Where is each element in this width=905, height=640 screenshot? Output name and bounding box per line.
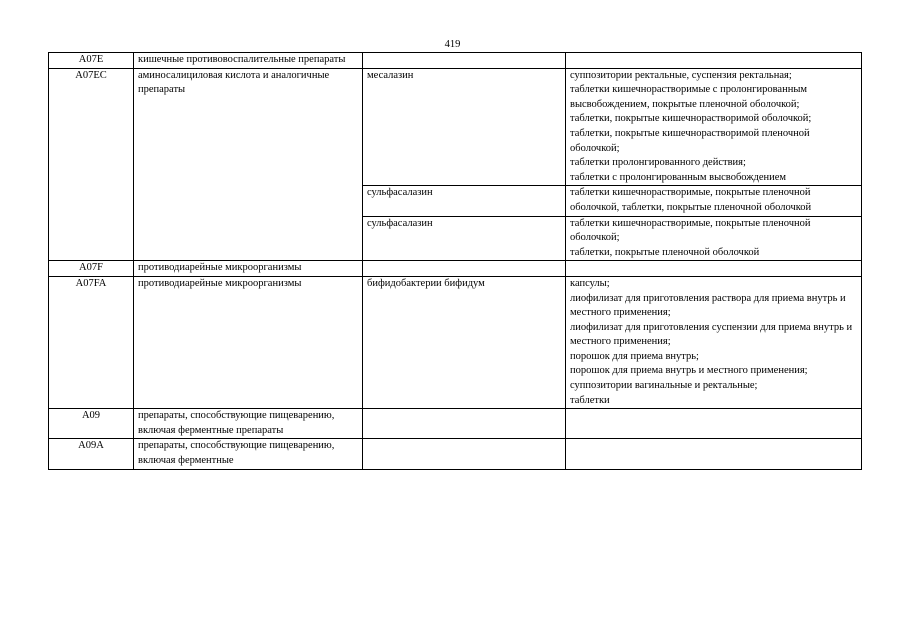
pharmacological-group-cell: препараты, способствующие пищеварению, включая ферментные (134, 439, 363, 469)
dosage-form-line: суппозитории ректальные, суспензия ректальная; (570, 69, 792, 81)
drug-name-cell: сульфасалазин (363, 186, 566, 216)
dosage-form-line: таблетки (570, 394, 610, 406)
dosage-form-cell (566, 53, 862, 69)
atc-code-cell: A07F (49, 261, 134, 277)
atc-code-cell: A07E (49, 53, 134, 69)
dosage-form-cell (566, 68, 862, 186)
dosage-form-cell (566, 276, 862, 408)
drug-name-cell (363, 261, 566, 277)
dosage-form-line: таблетки кишечнорастворимые, покрытые пленочной оболочкой, таблетки, покрытые пленочной оболочкой (570, 187, 814, 213)
table-row (49, 261, 862, 277)
drug-name-cell (363, 53, 566, 69)
dosage-form-line: таблетки, покрытые кишечнорастворимой пленочной оболочкой; (570, 127, 813, 154)
atc-code-cell: A07FA (49, 276, 134, 408)
dosage-form-line: порошок для приема внутрь и местного применения; (570, 365, 808, 377)
drug-name-cell: месалазин (363, 68, 566, 186)
drug-name-cell (363, 439, 566, 469)
dosage-form-cell (566, 186, 862, 216)
pharmacological-group-cell: препараты, способствующие пищеварению, включая ферментные препараты (134, 409, 363, 439)
dosage-form-line: таблетки, покрытые кишечнорастворимой оболочкой; (570, 113, 812, 125)
atc-code-cell: A09 (49, 409, 134, 439)
drug-name-cell: сульфасалазин (363, 216, 566, 261)
dosage-form-cell (566, 261, 862, 277)
dosage-form-line: таблетки кишечнорастворимые с пролонгированным высвобождением, покрытые пленочной оболочкой; (570, 84, 810, 110)
drug-classification-table (48, 52, 862, 470)
drug-name-cell (363, 409, 566, 439)
table-row (49, 276, 862, 408)
dosage-form-line: лиофилизат для приготовления суспензии для приема внутрь и местного применения; (570, 321, 855, 348)
dosage-form-cell (566, 216, 862, 261)
dosage-form-line: капсулы; (570, 277, 610, 289)
dosage-form-line: таблетки, покрытые пленочной оболочкой (570, 246, 760, 258)
pharmacological-group-cell: аминосалициловая кислота и аналогичные препараты (134, 68, 363, 261)
pharmacological-group-cell: противодиарейные микроорганизмы (134, 261, 363, 277)
dosage-form-line: таблетки кишечнорастворимые, покрытые пленочной оболочкой; (570, 217, 814, 244)
atc-code-cell: A09A (49, 439, 134, 469)
dosage-form-line: таблетки с пролонгированным высвобождением (570, 171, 787, 183)
dosage-form-cell (566, 409, 862, 439)
dosage-form-line: порошок для приема внутрь; (570, 350, 699, 362)
dosage-form-line: таблетки пролонгированного действия; (570, 157, 746, 169)
dosage-form-line: лиофилизат для приготовления раствора для приема внутрь и местного применения; (570, 292, 849, 319)
dosage-form-line: суппозитории вагинальные и ректальные; (570, 380, 758, 392)
dosage-form-cell (566, 439, 862, 469)
page-number: 419 (444, 39, 461, 50)
table-row (49, 53, 862, 69)
table-row (49, 409, 862, 439)
atc-code-cell: A07EC (49, 68, 134, 261)
drug-name-cell: бифидобактерии бифидум (363, 276, 566, 408)
pharmacological-group-cell: противодиарейные микроорганизмы (134, 276, 363, 408)
table-row (49, 68, 862, 186)
table-row (49, 439, 862, 469)
pharmacological-group-cell: кишечные противовоспалительные препараты (134, 53, 363, 69)
